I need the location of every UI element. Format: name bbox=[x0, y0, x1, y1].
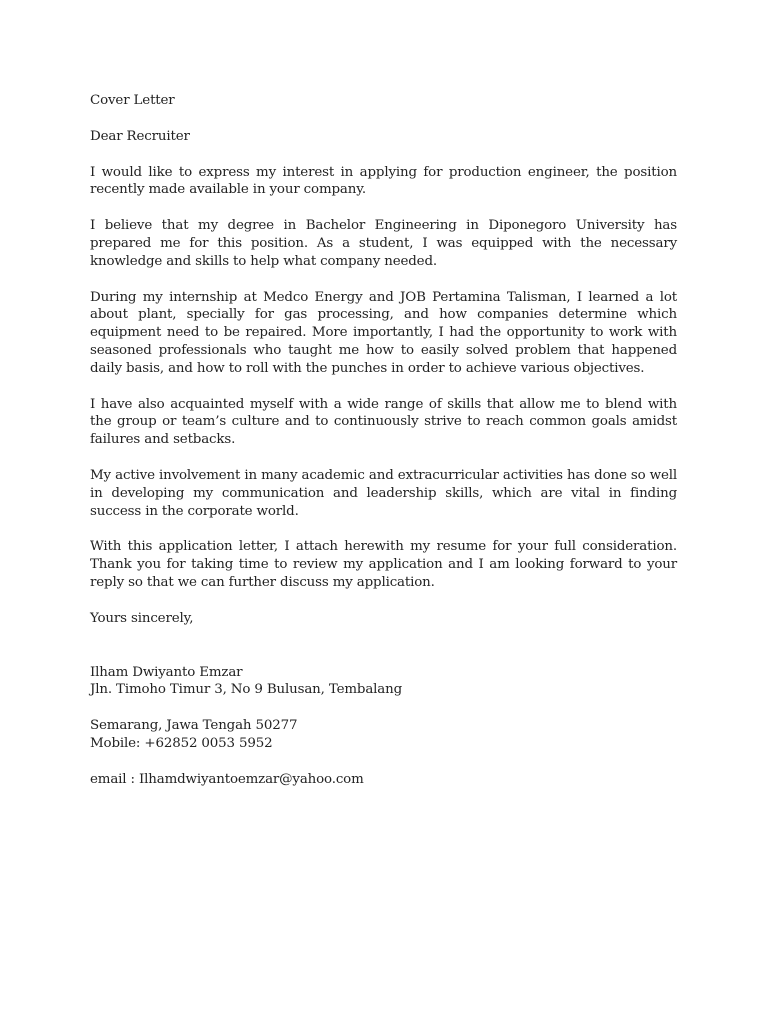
signature-mobile: Mobile: +62852 0053 5952 bbox=[90, 735, 273, 751]
letter-title: Cover Letter bbox=[90, 93, 175, 108]
paragraph-degree: I believe that my degree in Bachelor Engineering in Diponegoro University has prepared me for this position. As a student, I was equipped with the necessary knowledge and skills to help what company needed. bbox=[90, 218, 677, 269]
letter-greeting: Dear Recruiter bbox=[90, 128, 190, 144]
signature-email: email : Ilhamdwiyantoemzar@yahoo.com bbox=[90, 771, 364, 787]
paragraph-internship: During my internship at Medco Energy and JOB Pertamina Talisman, I learned a lot about plant, specially for gas processing, and how companies determine which equipment need to be repaired. More importantly, I had the opportunity to work with seasoned professionals who taught me how to easily solved problem that happened daily basis, and how to roll with the punches in order to achieve various objectives. bbox=[90, 289, 677, 376]
paragraph-interest: I would like to express my interest in applying for production engineer, the position recently made available in your company. bbox=[90, 164, 677, 198]
signature-spacer bbox=[90, 753, 677, 771]
paragraph-skills: I have also acquainted myself with a wide range of skills that allow me to blend with the group or team’s culture and to continuously strive to reach common goals amidst failures and setbacks. bbox=[90, 396, 677, 448]
signature-name: Ilham Dwiyanto Emzar bbox=[90, 664, 243, 680]
letter-closing: Yours sincerely, bbox=[90, 610, 194, 626]
paragraph-closing-remarks: With this application letter, I attach herewith my resume for your full consideration. Thank you for taking time to review my application and I am looking forward to your reply so that we can further discuss my application. bbox=[90, 539, 677, 590]
letter-body bbox=[90, 92, 677, 789]
signature-block bbox=[90, 664, 677, 789]
signature-spacer bbox=[90, 699, 677, 717]
paragraph-activities: My active involvement in many academic and extracurricular activities has done so well in developing my communication and leadership skills, which are vital in finding success in the corporate world. bbox=[90, 467, 677, 519]
signature-address-line1: Jln. Timoho Timur 3, No 9 Bulusan, Tembalang bbox=[90, 682, 403, 698]
signature-address-line2: Semarang, Jawa Tengah 50277 bbox=[90, 718, 298, 734]
